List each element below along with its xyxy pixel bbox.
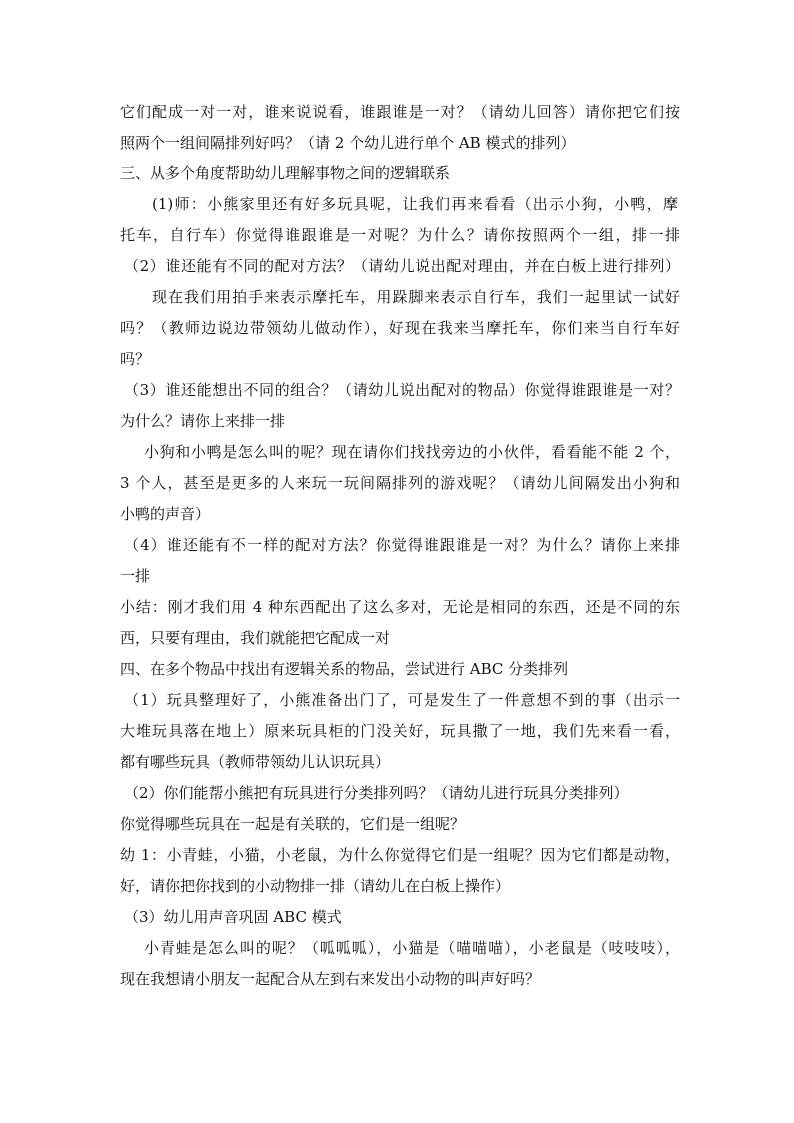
text-line-22: 都有哪些玩具（教师带领幼儿认识玩具）	[120, 753, 391, 771]
text-line-13: 3 个人，甚至是更多的人来玩一玩间隔排列的游戏呢？（请幼儿间隔发出小狗和	[120, 474, 680, 492]
text-line-24: 你觉得哪些玩具在一起是有关联的，它们是一组呢？	[120, 815, 466, 833]
text-line-16: 一排	[120, 567, 151, 585]
text-line-15: （4）谁还能有不一样的配对方法？你觉得谁跟谁是一对？为什么？请你上来排	[124, 536, 680, 554]
text-line-6: （2）谁还能有不同的配对方法？（请幼儿说出配对理由，并在白板上进行排列）	[124, 257, 680, 275]
text-line-10: （3）谁还能想出不同的组合？（请幼儿说出配对的物品）你觉得谁跟谁是一对？	[124, 381, 680, 399]
text-line-8: 吗？（教师边说边带领幼儿做动作），好现在我来当摩托车，你们来当自行车好	[120, 319, 680, 337]
text-line-7: 现在我们用拍手来表示摩托车，用跺脚来表示自行车，我们一起里试一试好	[152, 288, 680, 306]
text-line-23: （2）你们能帮小熊把有玩具进行分类排列吗？（请幼儿进行玩具分类排列）	[124, 784, 629, 802]
text-line-4: (1)师：小熊家里还有好多玩具呢，让我们再来看看（出示小狗，小鸭，摩	[152, 195, 678, 213]
text-line-11: 为什么？请你上来排一排	[120, 412, 286, 430]
text-line-2: 照两个一组间隔排列好吗？（请 2 个幼儿进行单个 AB 模式的排列）	[120, 134, 576, 152]
text-line-27: （3）幼儿用声音巩固 ABC 模式	[124, 908, 342, 926]
section-heading-19: 四、在多个物品中找出有逻辑关系的物品，尝试进行 ABC 分类排列	[120, 660, 569, 678]
text-line-18: 西，只要有理由，我们就能把它配成一对	[120, 629, 391, 647]
text-line-14: 小鸭的声音）	[120, 505, 211, 523]
text-line-5: 托车，自行车）你觉得谁跟谁是一对呢？为什么？请你按照两个一组，排一排	[120, 226, 680, 244]
text-line-26: 好，请你把你找到的小动物排一排（请幼儿在白板上操作）	[120, 877, 511, 895]
text-line-17: 小结：刚才我们用 4 种东西配出了这么多对，无论是相同的东西，还是不同的东	[120, 598, 680, 616]
text-line-28: 小青蛙是怎么叫的呢？（呱呱呱），小猫是（喵喵喵），小老鼠是（吱吱吱），	[144, 939, 680, 957]
text-line-29: 现在我想请小朋友一起配合从左到右来发出小动物的叫声好吗？	[120, 970, 541, 988]
section-heading-3: 三、从多个角度帮助幼儿理解事物之间的逻辑联系	[120, 164, 451, 182]
text-line-9: 吗？	[120, 350, 151, 368]
text-line-21: 大堆玩具落在地上）原来玩具柜的门没关好，玩具撒了一地，我们先来看一看，	[120, 722, 680, 740]
text-line-25: 幼 1：小青蛙，小猫，小老鼠，为什么你觉得它们是一组呢？因为它们都是动物，	[120, 846, 680, 864]
text-line-20: （1）玩具整理好了，小熊准备出门了，可是发生了一件意想不到的事（出示一	[124, 691, 680, 709]
text-line-1: 它们配成一对一对，谁来说说看，谁跟谁是一对？（请幼儿回答）请你把它们按	[120, 103, 680, 121]
text-line-12: 小狗和小鸭是怎么叫的呢？现在请你们找找旁边的小伙伴，看看能不能 2 个，	[144, 443, 680, 461]
